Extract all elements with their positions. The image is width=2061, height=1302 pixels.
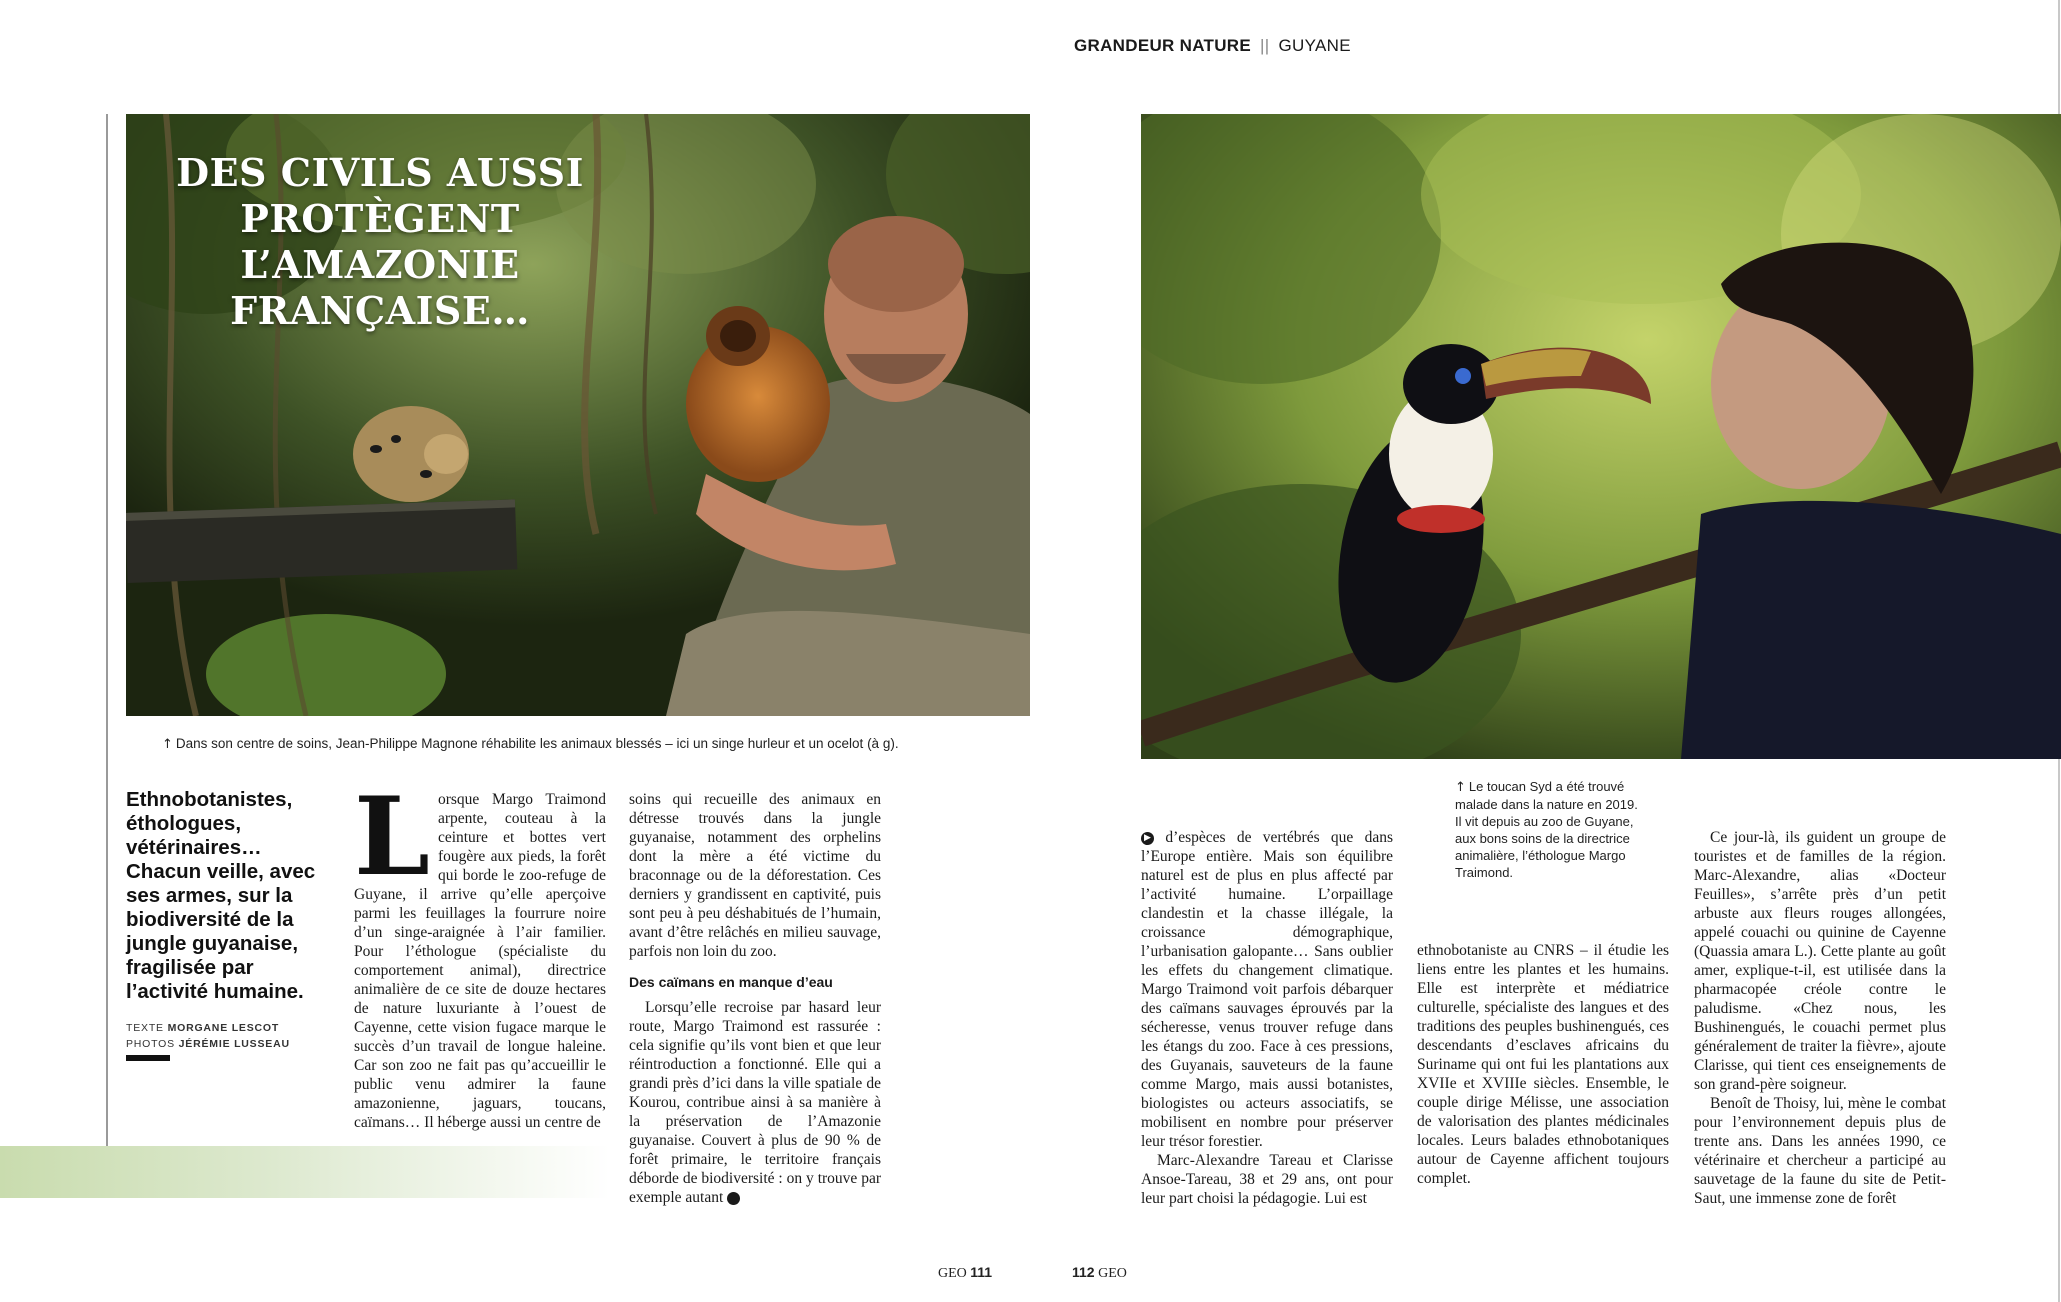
column-3-paragraph-1: d’espèces de vertébrés que dans l’Europe entière. Mais son équilibre naturel est de plus en plus affecté par l’activité humaine. L’orpaillage clandestin et la chasse illégale, la croissance démographique, l’urbanisation galopante… Sans oublier les effets du changement climatique. Margo Traimond voit parfois débarquer des caïmans sauvages éprouvés par la sécheresse, venus trouver refuge dans les étangs du zoo. Face à ces pressions, des Guyanais, sauveteurs de la faune comme Margo, mais aussi botanistes, biologistes ou acteurs associatifs, se mobilisent en nombre pour préserver leur trésor forestier. xyxy=(1141,829,1394,1150)
article-credits xyxy=(126,1020,290,1052)
arrow-up-icon: ↑ xyxy=(1455,780,1466,795)
caption-right-photo xyxy=(1455,778,1645,881)
column-5-paragraph-2: Benoît de Thoisy, lui, mène le combat pour l’environnement depuis plus de trente ans. Dans les années 1990, ce vétérinaire et chercheur a participé au sauvetage de la faune du site de Petit-Saut, une immense zone de forêt xyxy=(1694,1095,1946,1207)
photo-woman-with-toucan xyxy=(1141,114,2061,759)
article-column-2 xyxy=(629,790,881,1207)
article-column-3 xyxy=(1141,828,1393,1208)
article-column-5 xyxy=(1694,828,1946,1208)
credits-bar xyxy=(126,1055,170,1061)
column-3-paragraph-2: Marc-Alexandre Tareau et Clarisse Ansoe-Tareau, 38 et 29 ans, ont pour leur part choisi la pédagogie. Lui est xyxy=(1141,1152,1393,1207)
caption-left-text: Dans son centre de soins, Jean-Philippe Magnone réhabilite les animaux blessés – ici un singe hurleur et un ocelot (à g). xyxy=(175,736,899,751)
caption-right-text: Le toucan Syd a été trouvé malade dans la nature en 2019. Il vit depuis au zoo de Guyane, aux bons soins de la directrice animalière, l’éthologue Margo Traimond. xyxy=(1455,779,1638,880)
column-4-text: ethnobotaniste au CNRS – il étudie les liens entre les plantes et les humains. Elle est interprète et médiatrice culturelle, spécialiste des langues et des traditions des peuples bushinengués, ces descendants d’esclaves africains du Suriname qui ont fui les plantations aux XVIIe et XVIIIe siècles. Ensemble, le couple dirige Mélisse, une association de valorisation des plantes médicinales locales. Leurs balades ethnobotaniques autour de Cayenne affichent toujours complet. xyxy=(1417,942,1669,1187)
caption-left-photo xyxy=(162,735,899,753)
article-column-1 xyxy=(354,774,606,1132)
continue-arrow-icon: ▶ xyxy=(1141,832,1154,845)
running-header xyxy=(1074,36,1351,56)
column-5-paragraph-1: Ce jour-là, ils guident un groupe de touristes et de familles de la région. Marc-Alexandre, alias «Docteur Feuilles», s’arrête près d’un petit arbuste aux fleurs rouges allongées, appelé couachi ou quinine de Cayenne (Quassia amara L.). Cette plante au goût amer, explique-t-il, est utilisée dans la pharmacopée créole contre le paludisme. «Chez nous, les Bushinengués, le couachi permet plus généralement de traiter la fièvre», ajoute Clarisse, qui tient ces enseignements de son grand-père soigneur. xyxy=(1694,829,1946,1093)
arrow-up-icon: ↑ xyxy=(162,737,173,752)
main-headline: DES CIVILS AUSSI PROTÈGENT L’AMAZONIE FRANÇAISE… xyxy=(176,150,584,333)
credits-photo-author: JÉRÉMIE LUSSEAU xyxy=(178,1038,290,1050)
left-vertical-rule xyxy=(106,114,108,1146)
credits-photo-label: PHOTOS xyxy=(126,1038,175,1050)
photo-woman-with-toucan-illustration xyxy=(1141,114,2061,759)
column-1-text: orsque Margo Traimond arpente, couteau à la ceinture et bottes vert fougère aux pieds, la forêt qui borde le zoo-refuge de Guyane, il arrive qu’elle aperçoive parmi les feuillages la fourrure noire d’un singe-araignée à l’air familier. Pour l’éthologue (spécialiste du comportement animal), directrice animalière de ce site de douze hectares de nature luxuriante à l’ouest de Cayenne, cette vision fugace marque le succès d’un travail de longue haleine. Car son zoo ne fait pas qu’accueillir le public venu admirer la faune amazonienne, jaguars, toucans, caïmans… Il héberge aussi un centre de xyxy=(354,791,606,1131)
folio-right-brand: GEO xyxy=(1098,1266,1127,1281)
article-lede: Ethnobotanistes, éthologues, vétérinaires… Chacun veille, avec ses armes, sur la biodiversité de la jungle guyanaise, fragilisée par l’activité humaine. xyxy=(126,788,316,1003)
folio-left-brand: GEO xyxy=(938,1266,967,1281)
header-subsection: GUYANE xyxy=(1278,36,1351,55)
folio-right xyxy=(1072,1264,1127,1282)
drop-cap: L xyxy=(354,774,430,900)
green-gradient-band xyxy=(0,1146,610,1198)
column-2-paragraph-2: Lorsqu’elle recroise par hasard leur route, Margo Traimond est rassurée : cela signifie qu’ils vont bien et que leur réintroduction a fonctionné. Elle qui a grandi près d’ici dans la ville spatiale de Kourou, contribue ainsi à sa manière à la préservation de l’Amazonie guyanaise. Couvert à plus de 90 % de forêt primaire, le territoire français déborde de biodiversité : on y trouve par exemple autant xyxy=(629,999,881,1206)
subheading: Des caïmans en manque d’eau xyxy=(629,974,833,990)
column-2-paragraph-1: soins qui recueille des animaux en détresse trouvés dans la jungle guyanaise, notamment des orphelins dont la mère a été victime du braconnage ou de la déforestation. Ces derniers y grandissent en captivité, puis sont peu à peu déshabitués de l’humain, avant d’être relâchés en milieu sauvage, parfois non loin du zoo. xyxy=(629,791,881,960)
header-separator: || xyxy=(1260,36,1270,55)
folio-left-number: 111 xyxy=(970,1264,993,1280)
credits-text-author: MORGANE LESCOT xyxy=(167,1022,280,1034)
folio-right-number: 112 xyxy=(1072,1264,1095,1280)
header-section: GRANDEUR NATURE xyxy=(1074,36,1252,55)
folio-left xyxy=(938,1264,992,1282)
article-column-4 xyxy=(1417,941,1669,1188)
continue-arrow-icon: ▶ xyxy=(727,1192,740,1205)
credits-text-label: TEXTE xyxy=(126,1022,164,1034)
